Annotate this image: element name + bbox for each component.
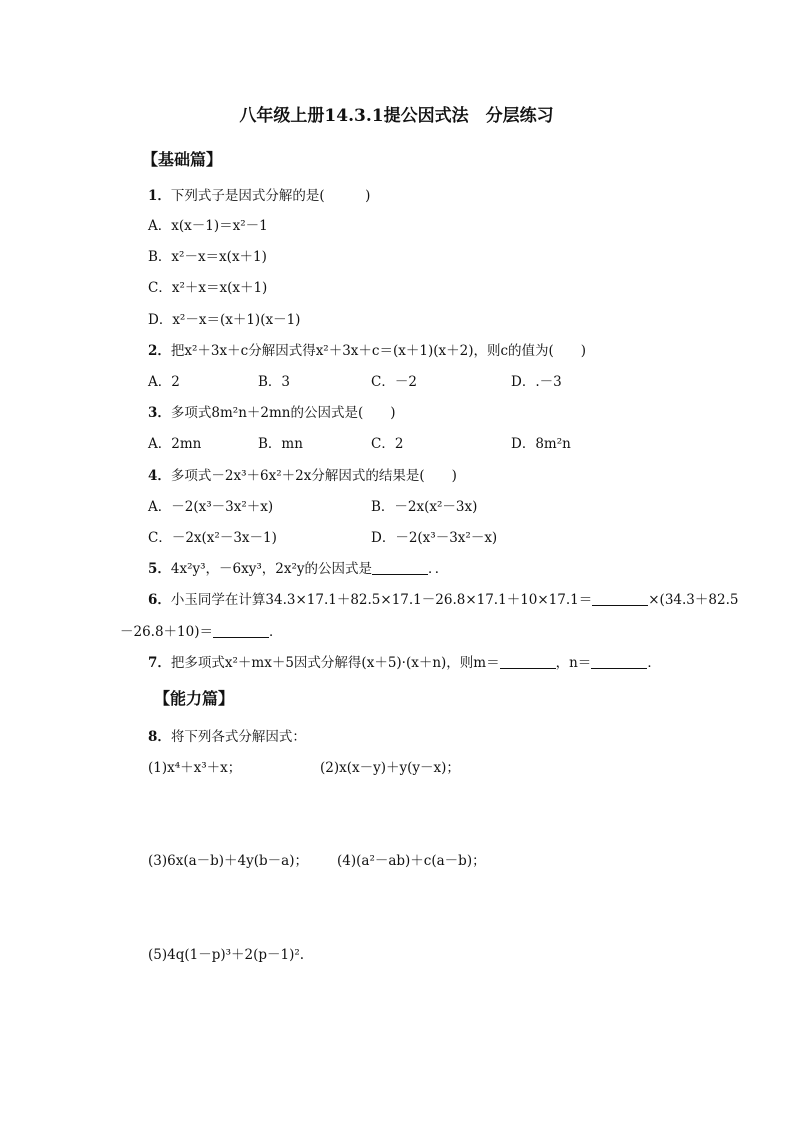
question-mid: ，n＝: [555, 655, 592, 671]
question-2: [148, 341, 586, 361]
q4-option-b: B．－2x(x²－3x): [371, 499, 478, 515]
question-7: [148, 653, 661, 673]
question-number: 8．: [148, 729, 171, 745]
q2-option-c: C．－2: [371, 374, 417, 390]
q8-part-4: (4)(a²－ab)＋c(a－b)；: [337, 853, 486, 869]
question-stem: 下列式子是因式分解的是( ): [170, 188, 371, 204]
question-number: 5．: [148, 561, 171, 577]
answer-blank[interactable]: [213, 623, 269, 638]
question-tail: ．．: [428, 561, 449, 577]
answer-blank-n[interactable]: [591, 654, 647, 669]
question-stem: 多项式8m²n＋2mn的公因式是( ): [170, 405, 396, 421]
question-stem: 小玉同学在计算34.3×17.1＋82.5×17.1－26.8×17.1＋10×17.1＝: [170, 592, 593, 608]
question-stem: 把多项式x²＋mx＋5因式分解得(x＋5)·(x＋n)，则m＝: [170, 655, 500, 671]
section-ability: 【能力篇】: [154, 689, 235, 708]
q3-option-c: C．2: [371, 436, 404, 452]
q3-option-a: A．2mn: [148, 436, 202, 452]
page-title: 八年级上册14.3.1提公因式法 分层练习: [239, 106, 554, 126]
q8-part-2: (2)x(x－y)＋y(y－x)；: [320, 760, 460, 776]
question-4: [148, 466, 457, 486]
question-stem: 多项式－2x³＋6x²＋2x分解因式的结果是( ): [170, 468, 457, 484]
question-stem-cont: ×(34.3＋82.5: [648, 592, 739, 608]
section-basic: 【基础篇】: [142, 150, 223, 169]
question-6: [148, 590, 738, 610]
q1-option-a: A．x(x－1)＝x²－1: [148, 218, 268, 234]
question-number: 1．: [148, 188, 171, 204]
question-stem: 4x²y³，－6xy³，2x²y的公因式是: [170, 561, 373, 577]
answer-blank-m[interactable]: [500, 654, 556, 669]
question-stem: 把x²＋3x＋c分解因式得x²＋3x＋c＝(x＋1)(x＋2)，则c的值为( ): [170, 343, 587, 359]
question-1: [148, 186, 370, 206]
q2-option-d: D．.－3: [511, 374, 562, 390]
question-8: [148, 727, 306, 747]
question-tail: ．: [269, 624, 283, 640]
q1-option-b: B．x²－x＝x(x＋1): [148, 249, 267, 265]
q4-option-a: A．－2(x³－3x²＋x): [148, 499, 274, 515]
q3-option-d: D．8m²n: [511, 436, 571, 452]
question-3: [148, 403, 396, 423]
answer-blank[interactable]: [592, 591, 648, 606]
q3-option-b: B．mn: [258, 436, 303, 452]
question-5: [148, 559, 448, 579]
question-number: 2．: [148, 343, 171, 359]
question-number: 7．: [148, 655, 171, 671]
q1-option-d: D．x²－x＝(x＋1)(x－1): [148, 312, 301, 328]
question-tail: ．: [647, 655, 661, 671]
question-stem-cont: －26.8＋10)＝: [120, 624, 214, 640]
question-number: 6．: [148, 592, 171, 608]
question-stem: 将下列各式分解因式：: [170, 729, 306, 745]
q4-option-c: C．－2x(x²－3x－1): [148, 530, 277, 546]
answer-blank[interactable]: [372, 560, 428, 575]
question-number: 4．: [148, 468, 171, 484]
q4-option-d: D．－2(x³－3x²－x): [371, 530, 498, 546]
q1-option-c: C．x²＋x＝x(x＋1): [148, 280, 268, 296]
q8-part-1: (1)x⁴＋x³＋x；: [148, 760, 242, 776]
question-6-line2: [120, 622, 283, 642]
question-number: 3．: [148, 405, 171, 421]
q2-option-b: B．3: [258, 374, 291, 390]
q8-part-5: (5)4q(1－p)³＋2(p－1)².: [148, 947, 305, 963]
q2-option-a: A．2: [148, 374, 180, 390]
q8-part-3: (3)6x(a－b)＋4y(b－a)；: [148, 853, 308, 869]
